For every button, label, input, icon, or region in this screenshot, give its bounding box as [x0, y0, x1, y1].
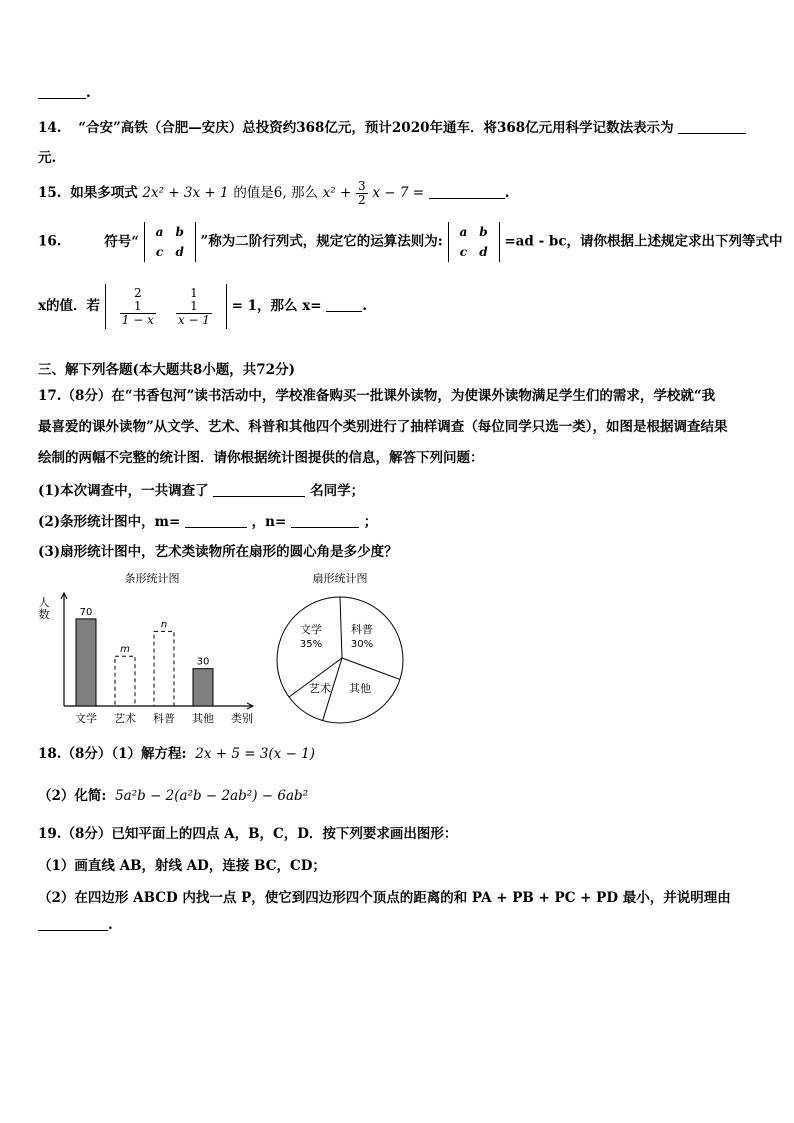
polynomial: 2x² + 3x + 1 — [142, 185, 229, 201]
chart-title: 扇形统计图 — [312, 572, 368, 585]
answer-blank-n[interactable] — [291, 513, 359, 528]
question-15: 15. 如果多项式 2x² + 3x + 1 的值是6, 那么 x² + $\frac{3}{2}$ x − 7 = . — [38, 179, 510, 207]
y-axis-label: 人 — [38, 596, 50, 609]
category-label: 其他 — [192, 712, 214, 725]
answer-blank[interactable] — [678, 119, 746, 134]
question-16: 16. 符号“ a b c d ”称为二阶行列式，规定它的运算法则为: a b c d =ad - bc，请你根据上述规定求出下列等式中 — [38, 222, 756, 262]
bar-文学 — [76, 619, 96, 706]
answer-blank[interactable] — [38, 84, 86, 99]
fraction: $\frac{1}{1 - x}$ — [121, 299, 154, 327]
determinant-equation: 2 1 $\frac{1}{1 - x}$ $\frac{1}{x - 1}$ — [105, 284, 227, 329]
question-17-part2: (2)条形统计图中，m= ，n= ； — [38, 514, 378, 530]
bar-其他 — [193, 669, 213, 706]
question-number: 17. — [38, 388, 62, 404]
answer-blank[interactable] — [38, 916, 108, 931]
equation: 2x + 5 = 3(x − 1) — [195, 746, 316, 762]
answer-blank-m[interactable] — [185, 513, 247, 528]
bar-label: 70 — [79, 606, 93, 618]
slice-percent: 30% — [350, 639, 374, 650]
y-axis-label: 数 — [38, 608, 50, 621]
section-heading: 三、解下列各题(本大题共8小题，共72分) — [38, 362, 295, 378]
question-number: 15. — [38, 185, 62, 201]
category-label: 艺术 — [114, 712, 136, 725]
determinant-symbol: a b c d — [144, 222, 196, 262]
chart-title: 条形统计图 — [124, 572, 180, 585]
category-label: 文学 — [75, 712, 97, 725]
question-number: 18. — [38, 746, 62, 762]
question-19-part2: （2）在四边形 ABCD 内找一点 P，使它到四边形四个顶点的距离的和 PA + PB + PC + PD 最小，并说明理由 — [38, 890, 731, 906]
question-19: 19.（8分）已知平面上的四点 A，B，C，D．按下列要求画出图形： — [38, 826, 458, 842]
question-19-tail: . — [38, 916, 756, 933]
question-text: “合安”高铁（合肥—安庆）总投资约368亿元，预计2020年通车．将368亿元用科学记数法表示为 — [78, 120, 674, 136]
fraction: $\frac{3}{2}$ — [358, 179, 366, 207]
bar-科普 — [154, 631, 174, 706]
question-17-line2: 最喜爱的课外读物”从文学、艺术、科普和其他四个类别进行了抽样调查（每位同学只选一类），如图是根据调查结果 — [38, 419, 728, 435]
bar-label: 30 — [196, 656, 210, 668]
question-17-part3: (3)扇形统计图中，艺术类读物所在扇形的圆心角是多少度？ — [38, 544, 398, 560]
question-17-line3: 绘制的两幅不完整的统计图．请你根据统计图提供的信息，解答下列问题： — [38, 450, 484, 466]
question-18: 18.（8分）（1）解方程: 2x + 5 = 3(x − 1) — [38, 746, 316, 762]
question-number: 19. — [38, 826, 62, 842]
category-label: 科普 — [153, 712, 175, 725]
bar-chart — [34, 568, 264, 728]
bar-label: n — [160, 619, 168, 631]
bar-label: m — [120, 644, 130, 656]
question-19-part1: （1）画直线 AB，射线 AD，连接 BC，CD； — [38, 858, 326, 874]
question-number: 14. — [38, 120, 62, 136]
previous-answer-line: . — [38, 84, 756, 101]
answer-blank[interactable] — [326, 297, 362, 312]
question-number: 16. — [38, 233, 62, 250]
slice-label: 艺术 — [309, 682, 331, 695]
question-17-part1: (1)本次调查中，一共调查了 名同学； — [38, 483, 365, 499]
slice-label: 文学 — [300, 623, 322, 636]
fraction: $\frac{1}{x - 1}$ — [177, 299, 210, 327]
bar-艺术 — [115, 656, 135, 706]
question-14 — [38, 116, 756, 136]
question-16-line2: x的值．若 2 1 $\frac{1}{1 - x}$ $\frac{1}{x - 1}$ = 1，那么 x= . — [38, 286, 368, 327]
question-17: 17.（8分）在“书香包河”读书活动中，学校准备购买一批课外读物，为使课外读物满足学生们的需求，学校就“我 — [38, 388, 716, 404]
pie-chart — [270, 568, 410, 728]
answer-blank[interactable] — [213, 482, 305, 497]
answer-blank[interactable] — [429, 184, 505, 199]
question-14-tail: 元. — [38, 150, 57, 166]
slice-percent: 35% — [299, 639, 323, 650]
slice-label: 科普 — [351, 623, 373, 636]
determinant-rule: a b c d — [448, 222, 500, 262]
question-18-part2: （2）化简: 5a²b − 2(a²b − 2ab²) − 6ab² — [38, 788, 309, 804]
slice-label: 其他 — [349, 682, 371, 695]
x-axis-label: 类别 — [231, 712, 253, 725]
expression: 5a²b − 2(a²b − 2ab²) − 6ab² — [115, 788, 309, 804]
